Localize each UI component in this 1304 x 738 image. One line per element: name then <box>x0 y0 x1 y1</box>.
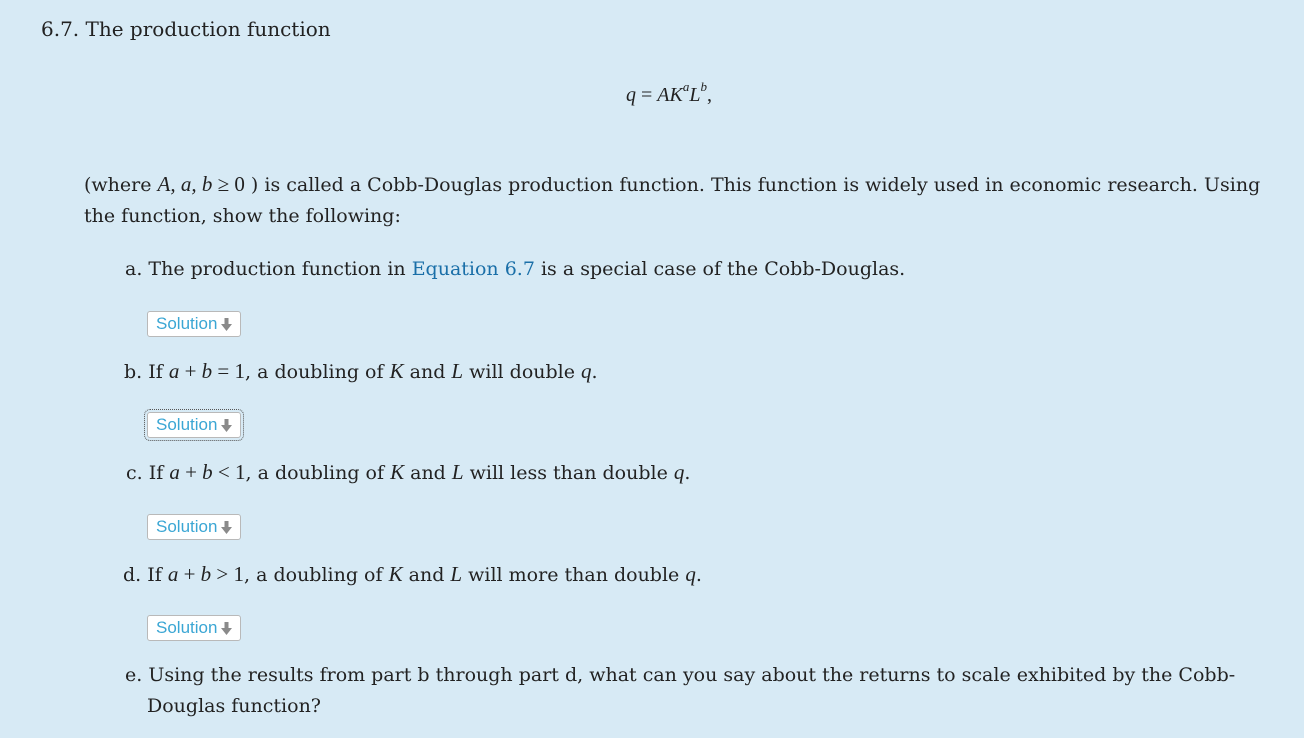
item-e: e. Using the results from part b through part d, what can you say about the returns to scale exhibited by the Cobb-Douglas function? <box>125 664 1236 717</box>
item-b: b. If a + b = 1, a doubling of K and L will double q. <box>124 359 598 383</box>
item-d: d. If a + b > 1, a doubling of K and L will more than double q. <box>123 562 702 586</box>
equation-6-7-link[interactable]: Equation 6.7 <box>411 258 535 280</box>
solution-button-a[interactable] <box>147 311 241 337</box>
arrow-down-icon <box>221 318 232 331</box>
solution-button-d[interactable] <box>147 615 241 641</box>
item-a: a. The production function in Equation 6.7 is a special case of the Cobb-Douglas. <box>125 258 906 280</box>
arrow-down-icon <box>221 622 232 635</box>
solution-button-c[interactable] <box>147 514 241 540</box>
arrow-down-icon <box>221 419 232 432</box>
arrow-down-icon <box>221 521 232 534</box>
solution-label: Solution <box>156 618 218 637</box>
section-heading: 6.7. The production function <box>41 17 331 41</box>
cobb-douglas-equation: $q = AK^aL^b$, <box>626 79 712 106</box>
item-c: c. If a + b < 1, a doubling of K and L will less than double q. <box>126 460 691 484</box>
solution-label: Solution <box>156 517 218 536</box>
solution-button-b[interactable] <box>147 412 241 438</box>
intro-paragraph: (where A, a, b ≥ 0 ) is called a Cobb-Douglas production function. This function is widely used in economic research. Using the function, show the following: <box>84 172 1261 227</box>
solution-label: Solution <box>156 314 218 333</box>
solution-label: Solution <box>156 415 218 434</box>
